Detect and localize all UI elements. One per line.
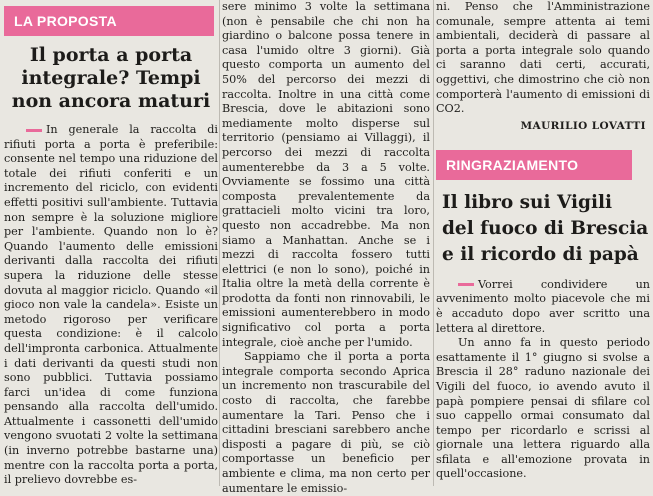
paragraph (4, 123, 218, 488)
column-divider (219, 0, 220, 486)
paragraph: sere minimo 3 volte la settimana (non è pensabile che chi non ha giardino o balcone possa tenere in casa l'umido oltre 3 giorni). Già questo comporta un aumento del 50% del percorso dei mezzi di raccolta. Inoltre in una città come Brescia, dove le abitazioni sono mediamente molto disperse sul territorio (pensiamo ai Villaggi), il percorso dei mezzi di raccolta aumenterebbe da 3 a 5 volte. Ovviamente se fossimo una città composta prevalentemente da grattacieli molto vicini tra loro, questo non accadrebbe. Ma non siamo a Manhattan. Anche se i mezzi di raccolta fossero tutti elettrici (e non lo sono), poiché in Italia oltre la metà della corrente è prodotta da fonti non rinnovabili, le emissioni aumenterebbero in modo significativo col porta a porta integrale, cioè anche per l'umido. (222, 0, 430, 349)
column-left (4, 0, 218, 486)
section-label-proposal: LA PROPOSTA (4, 6, 214, 36)
paragraph-text: In generale la raccolta di rifiuti porta a porta è preferibile: consente nel tempo una riduzione del totale dei rifiuti conferiti e un incremento del riciclo, con evidenti effetti positivi sull'ambiente. Tuttavia non sempre è la soluzione migliore per l'ambiente. Quando non lo è? Quando l'aumento delle emissioni derivanti dalla raccolta dei rifiuti supera la riduzione delle stesse dovuta al maggior riciclo. Quando «il gioco non vale la candela». Esiste un metodo rigoroso per verificare questa condizione: è il calcolo dell'impronta carbonica. Attualmente i dati derivanti da questi studi non sono pubblici. Tuttavia possiamo farci un'idea di come funziona pensando alla raccolta dell'umido. Attualmente i cassonetti dell'umido vengono svuotati 2 volte la settimana (in inverno potrebbe bastarne una) mentre con la raccolta porta a porta, il prelievo dovrebbe es- (4, 123, 218, 487)
paragraph (436, 278, 650, 336)
article-body-part2 (222, 0, 430, 496)
paragraph-text: Vorrei condividere un avvenimento molto piacevole che mi è accaduto dopo aver scritto una lettera al direttore. (436, 277, 650, 335)
column-divider (433, 0, 434, 486)
column-middle (222, 0, 430, 495)
paragraph: Un anno fa in questo periodo esattamente il 1° giugno si svolse a Brescia il 28° raduno nazionale dei Vigili del fuoco, io avendo avuto il papà pompiere pensai di sfilare col suo cappello ormai consumato dal tempo per ricordarlo e scrissi al giornale una lettera riguardo alla sfilata e all'emozione provata in quell'occasione. (436, 336, 650, 481)
column-right (436, 0, 650, 486)
headline-proposal: Il porta a porta integrale? Tempi non ancora maturi (11, 44, 211, 112)
article-body-part1 (4, 123, 218, 488)
headline-thanks: Il libro sui Vigili del fuoco di Brescia e il ricordo di papà (442, 191, 649, 265)
paragraph: ni. Penso che l'Amministrazione comunale, sempre attenta ai temi ambientali, deciderà di passare al porta a porta integrale solo quando ci saranno dati certi, accurati, oggettivi, che dimostrino che ciò non comporterà l'aumento di emissioni di CO2. (436, 0, 650, 116)
author-signature: MAURILIO LOVATTI (520, 119, 646, 132)
dash-marker-icon (458, 283, 474, 286)
paragraph: Sappiamo che il porta a porta integrale comporta secondo Aprica un incremento non trascurabile del costo di raccolta, che farebbe aumentare la Tari. Penso che i cittadini bresciani sarebbero anche disposti a pagare di più, se ciò comportasse un beneficio per ambiente e clima, ma non certo per aumentare le emissio- (222, 350, 430, 495)
dash-marker-icon (26, 129, 42, 132)
section-label-thanks: RINGRAZIAMENTO (436, 150, 632, 180)
letter-body (436, 278, 650, 482)
article-body-part3 (436, 0, 650, 117)
